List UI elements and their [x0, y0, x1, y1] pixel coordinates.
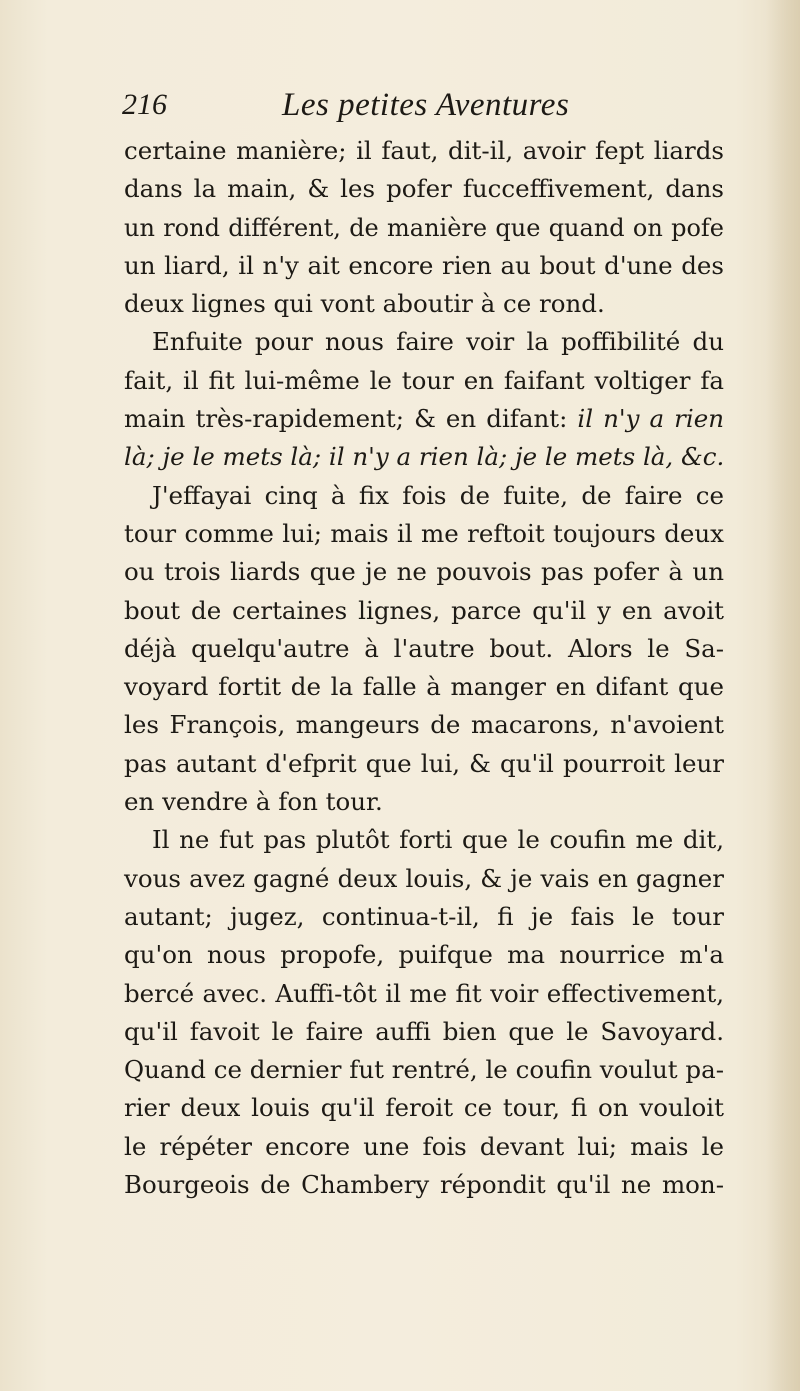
running-title: Les petites Aventures: [282, 87, 570, 123]
text-roman: main très-rapidement; & en difant:: [124, 404, 568, 434]
text-line: rier deux louis qu'il feroit ce tour, fi on vouloit: [124, 1093, 724, 1123]
text-line: le répéter encore une fois devant lui; mais le: [124, 1131, 724, 1161]
text-line: autant; jugez, continua-t-il, fi je fais le tour: [124, 901, 724, 931]
text-line: Enfuite pour nous faire voir la poffibilité du: [152, 327, 724, 357]
page-edge-shadow: [766, 0, 800, 1391]
text-line: Il ne fut pas plutôt forti que le coufin me dit,: [152, 825, 724, 855]
text-line: vous avez gagné deux louis, & je vais en gagner: [124, 863, 724, 893]
text-line: Quand ce dernier fut rentré, le coufin voulut pa-: [124, 1055, 724, 1085]
body-text: [124, 132, 724, 1204]
text-line: bercé avec. Auffi-tôt il me fit voir effectivement,: [124, 978, 724, 1008]
text-line: dans la main, & les pofer fucceffivement, dans: [124, 174, 724, 204]
text-line: [124, 400, 724, 438]
text-line: voyard fortit de la falle à manger en difant que: [124, 672, 724, 702]
text-line: un liard, il n'y ait encore rien au bout d'une des: [124, 250, 724, 280]
text-line: bout de certaines lignes, parce qu'il y en avoit: [124, 595, 724, 625]
text-line: tour comme lui; mais il me reftoit toujours deux: [124, 518, 724, 548]
text-line: J'effayai cinq à fix fois de fuite, de faire ce: [152, 480, 724, 510]
text-line: qu'on nous propofe, puifque ma nourrice m'a: [124, 940, 724, 970]
text-line: certaine manière; il faut, dit-il, avoir fept liards: [124, 136, 724, 165]
text-italic: il n'y a rien: [577, 404, 724, 434]
text-line: qu'il favoit le faire auffi bien que le Savoyard.: [124, 1016, 724, 1046]
page-number: 216: [122, 88, 167, 121]
text-line: ou trois liards que je ne pouvois pas pofer à un: [124, 557, 724, 587]
running-head: [122, 80, 722, 130]
text-line: en vendre à fon tour.: [124, 787, 383, 817]
text-line: Bourgeois de Chambery répondit qu'il ne mon-: [124, 1170, 724, 1200]
text-line: fait, il fit lui-même le tour en faifant voltiger fa: [124, 365, 724, 395]
text-line: les François, mangeurs de macarons, n'avoient: [124, 710, 724, 740]
text-line: déjà quelqu'autre à l'autre bout. Alors le Sa-: [124, 633, 724, 663]
text-line-italic: là; je le mets là; il n'y a rien là; je le mets là, &c.: [124, 442, 725, 472]
text-line: un rond différent, de manière que quand on pofe: [124, 213, 724, 242]
text-line: deux lignes qui vont aboutir à ce rond.: [124, 289, 605, 319]
text-line: pas autant d'efprit que lui, & qu'il pourroit leur: [124, 748, 724, 778]
